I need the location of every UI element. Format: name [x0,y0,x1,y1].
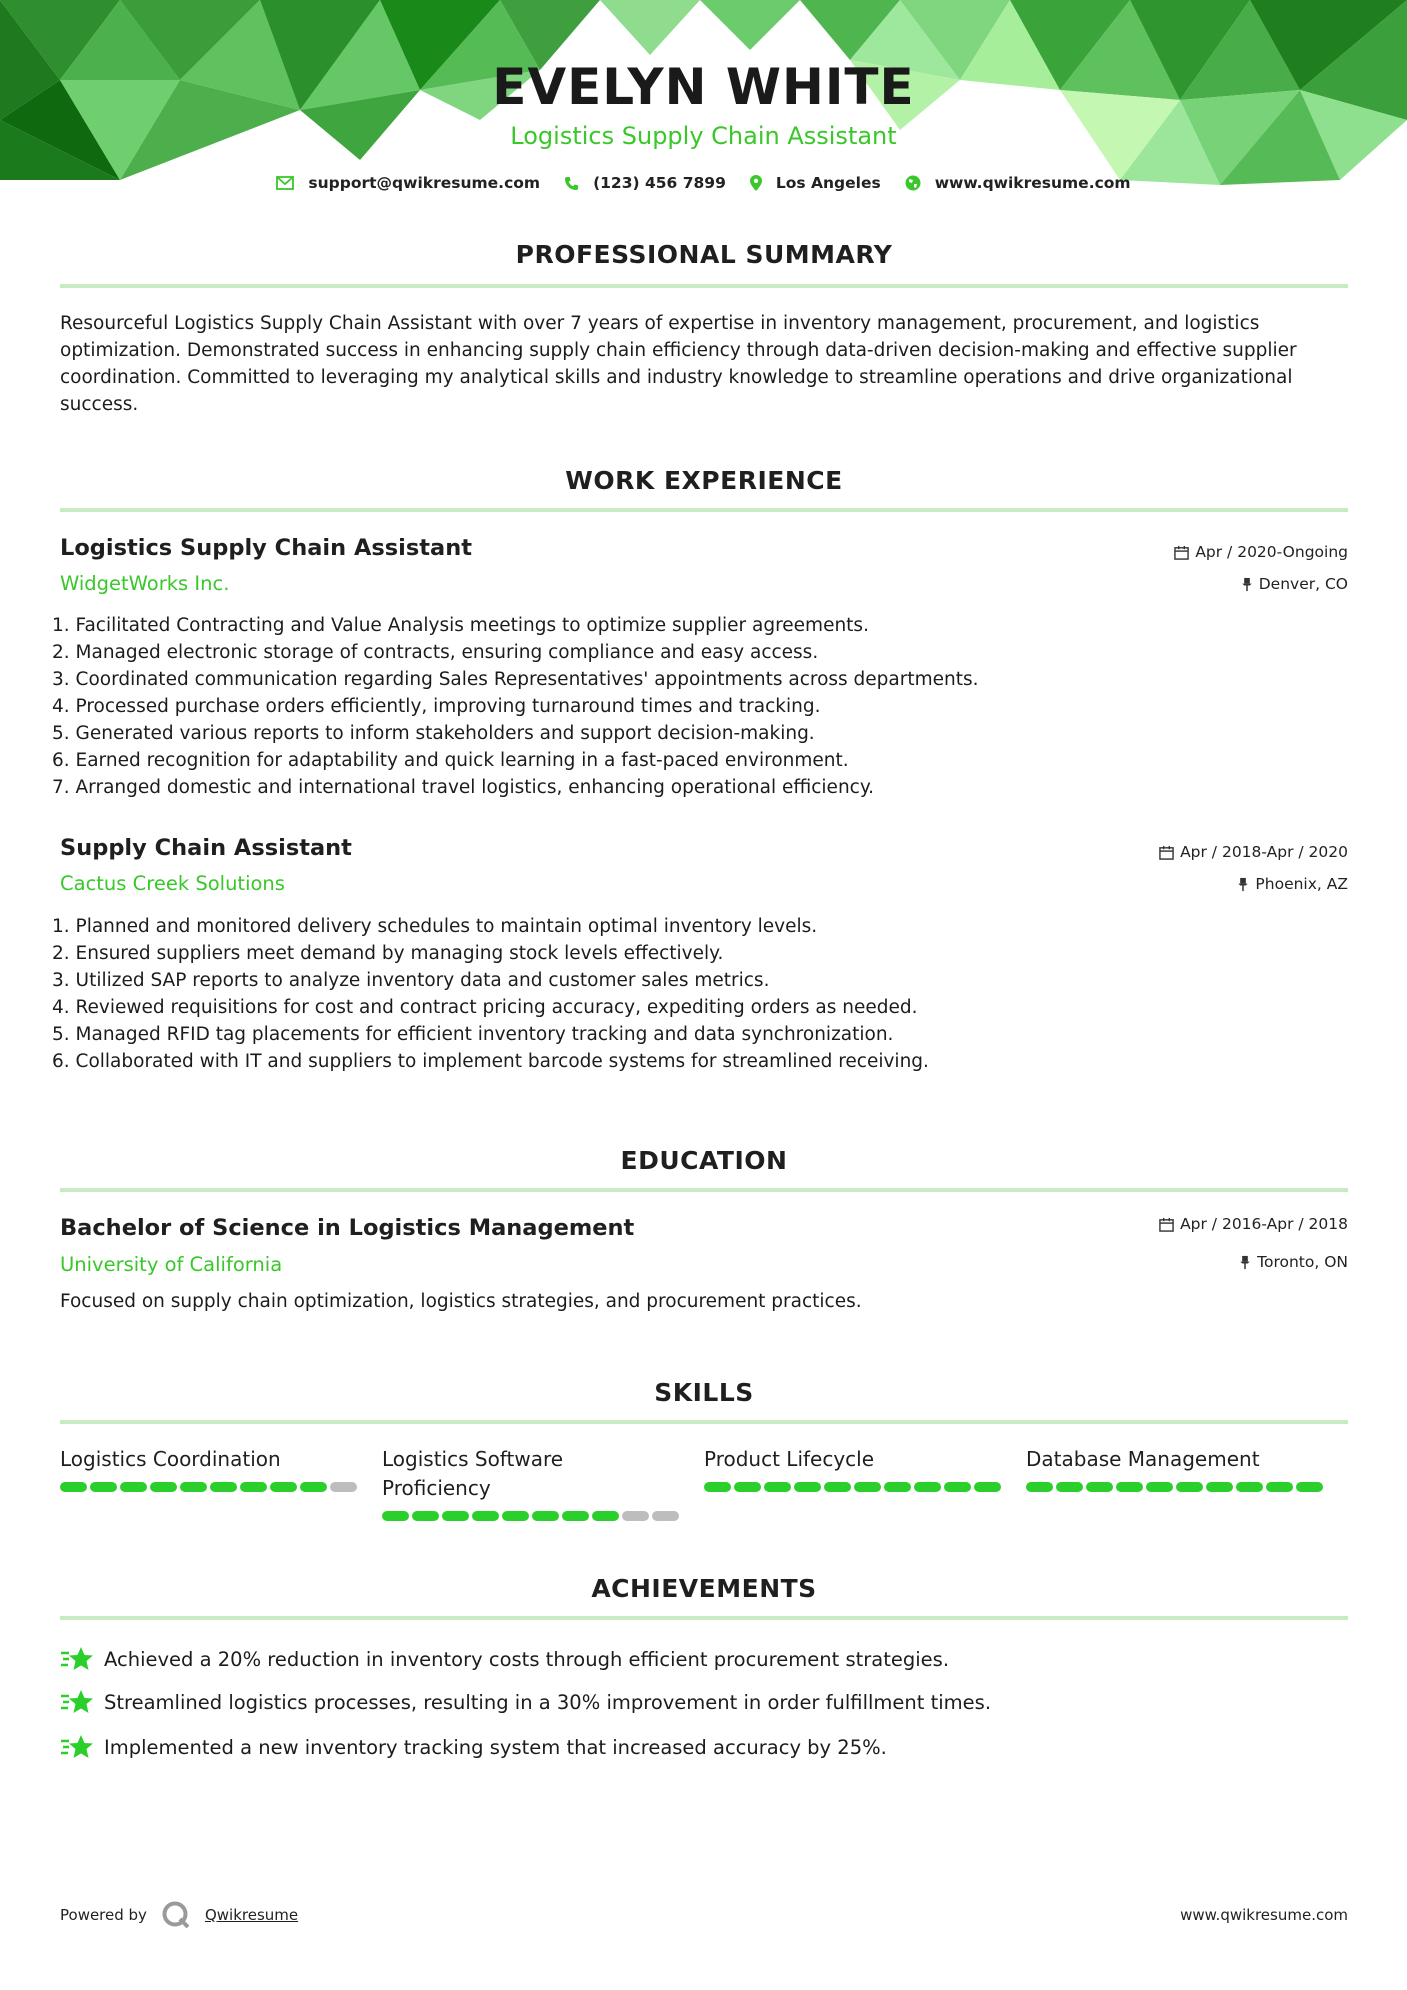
footer-branding [60,1900,298,1930]
skills-divider [60,1420,1348,1424]
skill-level-bar [1026,1482,1348,1492]
phone-icon [564,176,579,191]
skill-level-segment [240,1482,267,1492]
skill-level-segment [1026,1482,1053,1492]
qwikresume-link[interactable]: Qwikresume [204,1906,299,1924]
skill-level-segment [1206,1482,1233,1492]
achievements-divider [60,1616,1348,1620]
contact-bar [0,174,1407,192]
achievement-text: Achieved a 20% reduction in inventory costs through efficient procurement strategies. [104,1647,950,1671]
skill-level-segment [884,1482,911,1492]
skill-item [382,1445,704,1521]
summary-heading: PROFESSIONAL SUMMARY [515,240,893,269]
email-text: support@qwikresume.com [308,174,541,192]
job-location [1241,575,1348,593]
skill-level-segment [150,1482,177,1492]
contact-phone[interactable] [564,174,726,192]
list-item: 6. Earned recognition for adaptability and quick learning in a fast-paced environment. [52,750,849,771]
powered-by-label: Powered by [60,1906,147,1924]
skill-level-segment [652,1511,679,1521]
list-item: 4. Processed purchase orders efficiently, improving turnaround times and tracking. [52,696,821,717]
experience-divider [60,508,1348,512]
skill-level-segment [562,1511,589,1521]
skill-level-segment [1296,1482,1323,1492]
experience-heading: WORK EXPERIENCE [565,466,843,495]
job-location-text: Denver, CO [1258,575,1348,593]
education-date [1159,1215,1348,1233]
skill-name: Product Lifecycle [704,1447,875,1471]
skill-level-segment [914,1482,941,1492]
skill-level-segment [180,1482,207,1492]
job-date-text: Apr / 2018-Apr / 2020 [1180,843,1348,861]
star-icon [60,1733,94,1761]
list-item: 6. Collaborated with IT and suppliers to implement barcode systems for streamlined receiving. [52,1051,929,1072]
candidate-name: EVELYN WHITE [492,58,915,116]
skill-level-segment [60,1482,87,1492]
list-item: 3. Utilized SAP reports to analyze inventory data and customer sales metrics. [52,970,770,991]
achievement-text: Implemented a new inventory tracking system that increased accuracy by 25%. [104,1735,887,1759]
job-bullets [52,612,1342,801]
footer-website[interactable]: www.qwikresume.com [1180,1906,1348,1924]
skill-level-segment [1266,1482,1293,1492]
star-icon [60,1688,94,1716]
skill-level-bar [704,1482,1026,1492]
skill-item [704,1445,1026,1521]
calendar-icon [1174,545,1189,560]
pushpin-icon [1241,577,1253,592]
globe-icon [905,175,921,191]
skill-name: Logistics Coordination [60,1447,281,1471]
education-description: Focused on supply chain optimization, logistics strategies, and procurement practices. [60,1291,862,1312]
contact-website[interactable] [905,174,1131,192]
education-divider [60,1188,1348,1192]
skill-level-segment [592,1511,619,1521]
calendar-icon [1159,1217,1174,1232]
skills-heading: SKILLS [654,1378,754,1407]
list-item: 7. Arranged domestic and international travel logistics, enhancing operational efficiency. [52,777,875,798]
skill-level-segment [622,1511,649,1521]
skill-level-segment [412,1511,439,1521]
list-item: 2. Managed electronic storage of contracts, ensuring compliance and easy access. [52,642,819,663]
school-name: University of California [60,1253,283,1276]
achievement-item [60,1733,1348,1761]
skill-level-segment [734,1482,761,1492]
job-date [1174,543,1348,561]
job-location-text: Phoenix, AZ [1255,875,1348,893]
achievement-item [60,1645,1348,1673]
skill-item [1026,1445,1348,1521]
job-date [1159,843,1348,861]
map-pin-icon [750,175,762,191]
contact-email[interactable] [276,174,540,192]
skill-level-segment [210,1482,237,1492]
job-date-text: Apr / 2020-Ongoing [1195,543,1348,561]
job-location [1237,875,1348,893]
skill-level-segment [270,1482,297,1492]
skill-level-segment [502,1511,529,1521]
location-text: Los Angeles [775,174,881,192]
degree-title: Bachelor of Science in Logistics Management [60,1215,635,1241]
skill-level-segment [1146,1482,1173,1492]
pushpin-icon [1237,877,1249,892]
pushpin-icon [1239,1255,1251,1270]
education-heading: EDUCATION [620,1146,788,1175]
job-title: Supply Chain Assistant [60,835,352,861]
skill-level-segment [824,1482,851,1492]
achievement-text: Streamlined logistics processes, resulting in a 30% improvement in order fulfillment times. [104,1690,992,1714]
skill-name: Logistics Software Proficiency [382,1447,564,1500]
achievement-item [60,1688,1348,1716]
skill-level-segment [120,1482,147,1492]
skill-level-bar [60,1482,382,1492]
job-company: WidgetWorks Inc. [60,572,230,595]
list-item: 1. Planned and monitored delivery schedules to maintain optimal inventory levels. [52,916,818,937]
skill-level-segment [300,1482,327,1492]
list-item: 5. Managed RFID tag placements for efficient inventory tracking and data synchronization. [52,1024,894,1045]
skills-grid [60,1445,1348,1521]
education-date-text: Apr / 2016-Apr / 2018 [1180,1215,1348,1233]
skill-level-segment [382,1511,409,1521]
envelope-icon [276,176,294,190]
skill-level-segment [442,1511,469,1521]
skill-level-segment [1056,1482,1083,1492]
skill-level-segment [944,1482,971,1492]
candidate-role: Logistics Supply Chain Assistant [510,122,897,150]
skill-level-segment [854,1482,881,1492]
skill-level-segment [472,1511,499,1521]
list-item: 1. Facilitated Contracting and Value Analysis meetings to optimize supplier agreements. [52,615,869,636]
star-icon [60,1645,94,1673]
education-location [1239,1253,1348,1271]
website-text: www.qwikresume.com [934,174,1131,192]
education-location-text: Toronto, ON [1257,1253,1348,1271]
skill-level-segment [1176,1482,1203,1492]
skill-level-segment [1236,1482,1263,1492]
skill-item [60,1445,382,1521]
skill-level-segment [532,1511,559,1521]
list-item: 2. Ensured suppliers meet demand by managing stock levels effectively. [52,943,724,964]
job-title: Logistics Supply Chain Assistant [60,535,472,561]
job-bullets [52,913,1342,1075]
skill-level-segment [1086,1482,1113,1492]
skill-level-segment [90,1482,117,1492]
list-item: 3. Coordinated communication regarding Sales Representatives' appointments across departments. [52,669,979,690]
skill-level-segment [974,1482,1001,1492]
list-item: 5. Generated various reports to inform stakeholders and support decision-making. [52,723,815,744]
skill-level-segment [704,1482,731,1492]
job-company: Cactus Creek Solutions [60,872,285,895]
summary-divider [60,284,1348,288]
list-item: 4. Reviewed requisitions for cost and contract pricing accuracy, expediting orders as needed. [52,997,918,1018]
qwikresume-logo-icon [161,1900,191,1930]
skill-level-segment [764,1482,791,1492]
summary-text: Resourceful Logistics Supply Chain Assistant with over 7 years of expertise in inventory management, procurement, and logistics optimization. Demonstrated success in enhancing supply chain efficiency through data-driven decision-making and effective supplier coordination. Committed to leveraging my analytical skills and industry knowledge to streamline operations and drive organizational success. [60,313,1297,415]
skill-name: Database Management [1026,1447,1260,1471]
skill-level-segment [1116,1482,1143,1492]
phone-text: (123) 456 7899 [593,174,726,192]
skill-level-segment [330,1482,357,1492]
achievements-heading: ACHIEVEMENTS [591,1574,817,1603]
skill-level-segment [794,1482,821,1492]
calendar-icon [1159,845,1174,860]
contact-location [750,174,881,192]
skill-level-bar [382,1511,704,1521]
